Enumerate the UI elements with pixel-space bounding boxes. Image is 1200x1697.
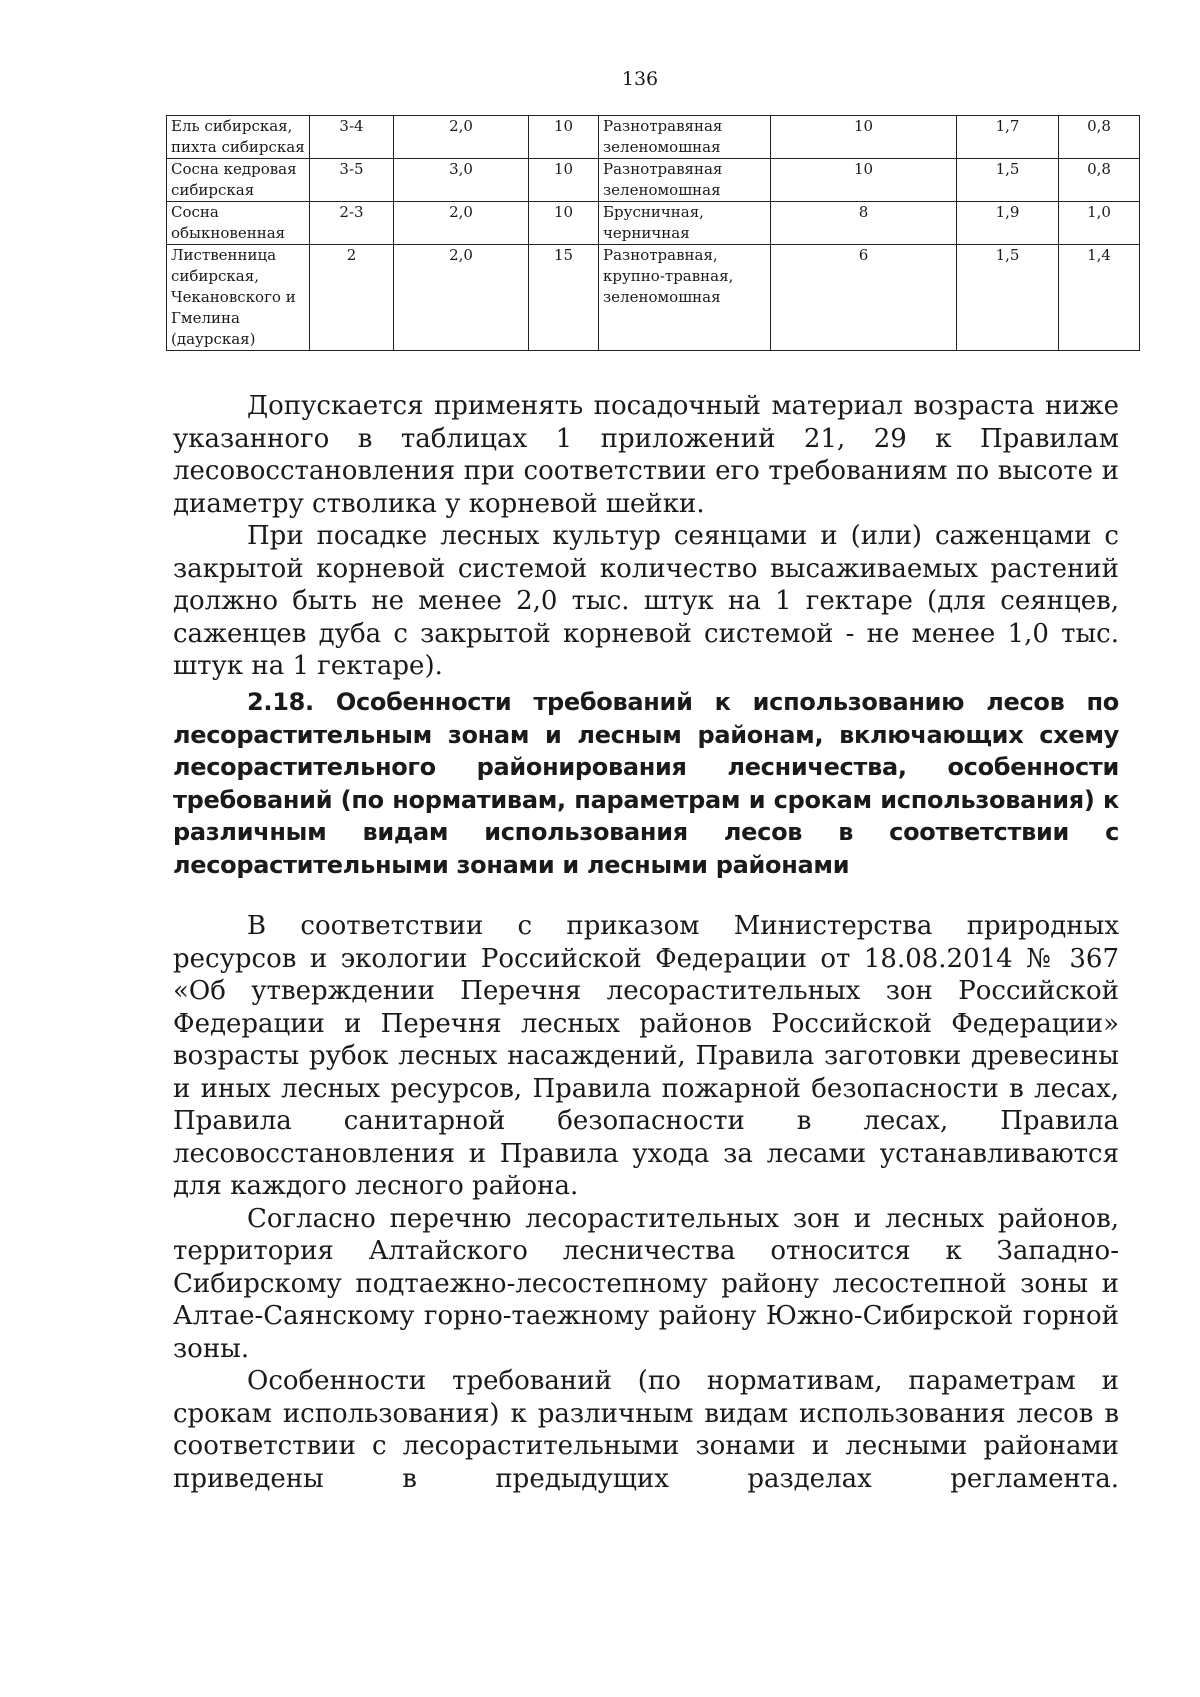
paragraph: Особенности требований (по нормативам, параметрам и срокам использования) к различным видам использования лесов в соответствии с лесорастительными зонами и лесными районами приведены в предыдущих разделах регламента. (173, 1366, 1119, 1494)
table-cell: Брусничная, черничная (599, 202, 771, 245)
table-row (167, 245, 1140, 351)
table-cell: Разнотравная, крупно-травная, зеленомошная (599, 245, 771, 351)
table-cell: 2,0 (394, 116, 529, 159)
table-cell: 2 (310, 245, 394, 351)
table-cell: Разнотравяная зеленомошная (599, 159, 771, 202)
body-text-bottom (173, 910, 1119, 1495)
table-cell: 10 (529, 116, 599, 159)
table-cell: 10 (771, 116, 957, 159)
table-cell: 3-4 (310, 116, 394, 159)
table-cell: Ель сибирская, пихта сибирская (167, 116, 310, 159)
table-cell: 2,0 (394, 245, 529, 351)
paragraph: При посадке лесных культур сеянцами и (или) саженцами с закрытой корневой системой количество высаживаемых растений должно быть не менее 2,0 тыс. штук на 1 гектаре (для сеянцев, саженцев дуба с закрытой корневой системой - не менее 1,0 тыс. штук на 1 гектаре). (173, 521, 1119, 681)
table-cell: 1,5 (957, 159, 1059, 202)
table-cell: 3-5 (310, 159, 394, 202)
seedling-table (166, 115, 1140, 351)
page-number: 136 (621, 68, 659, 90)
table-cell: 2,0 (394, 202, 529, 245)
table-cell: 1,7 (957, 116, 1059, 159)
table-cell: 3,0 (394, 159, 529, 202)
table-cell: 0,8 (1059, 159, 1140, 202)
table-cell: 1,5 (957, 245, 1059, 351)
table-cell: 2-3 (310, 202, 394, 245)
table-cell: 1,4 (1059, 245, 1140, 351)
table-row (167, 159, 1140, 202)
table-cell: Сосна обыкновенная (167, 202, 310, 245)
table-cell: 10 (529, 202, 599, 245)
paragraph: Согласно перечню лесорастительных зон и лесных районов, территория Алтайского лесничества относится к Западно-Сибирскому подтаежно-лесостепному району лесостепной зоны и Алтае-Саянскому горно-таежному району Южно-Сибирской горной зоны. (173, 1203, 1119, 1364)
table-cell: 15 (529, 245, 599, 351)
table-cell: 1,9 (957, 202, 1059, 245)
table-cell: 8 (771, 202, 957, 245)
table-cell: Лиственница сибирская, Чекановского и Гмелина (даурская) (167, 245, 310, 351)
table-cell: 10 (529, 159, 599, 202)
paragraph: Допускается применять посадочный материал возраста ниже указанного в таблицах 1 приложений 21, 29 к Правилам лесовосстановления при соответствии его требованиям по высоте и диаметру стволика у корневой шейки. (173, 391, 1119, 519)
table-row (167, 116, 1140, 159)
table-cell: 6 (771, 245, 957, 351)
table-cell: 10 (771, 159, 957, 202)
section-heading: 2.18. Особенности требований к использованию лесов по лесорастительным зонам и лесным районам, включающих схему лесорастительного районирования лесничества, особенности требований (по нормативам, параметрам и срокам использования) к различным видам использования лесов в соответствии с лесорастительными зонами и лесными районами (173, 688, 1119, 879)
table-cell: Разнотравяная зеленомошная (599, 116, 771, 159)
table-cell: 1,0 (1059, 202, 1140, 245)
table-row (167, 202, 1140, 245)
table-cell: Сосна кедровая сибирская (167, 159, 310, 202)
paragraph: В соответствии с приказом Министерства природных ресурсов и экологии Российской Федерации от 18.08.2014 № 367 «Об утверждении Перечня лесорастительных зон Российской Федерации и Перечня лесных районов Российской Федерации» возрасты рубок лесных насаждений, Правила заготовки древесины и иных лесных ресурсов, Правила пожарной безопасности в лесах, Правила санитарной безопасности в лесах, Правила лесовосстановления и Правила ухода за лесами устанавливаются для каждого лесного района. (173, 911, 1119, 1201)
body-text-top (173, 390, 1119, 683)
table-cell: 0,8 (1059, 116, 1140, 159)
